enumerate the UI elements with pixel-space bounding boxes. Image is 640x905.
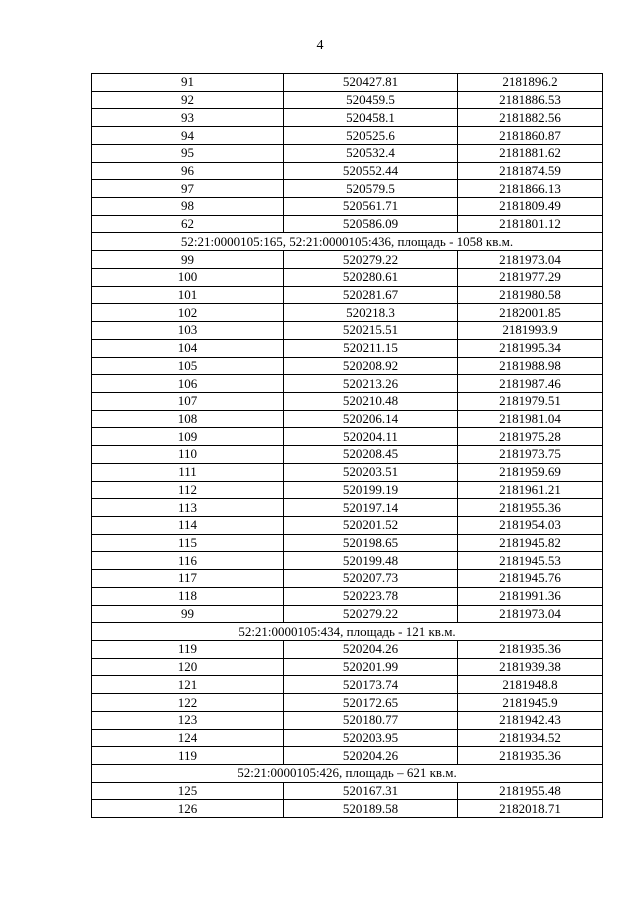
point-number-cell: 120 bbox=[92, 658, 284, 676]
y-coordinate-cell: 2181945.76 bbox=[458, 570, 603, 588]
point-number-cell: 121 bbox=[92, 676, 284, 694]
point-number-cell: 97 bbox=[92, 180, 284, 198]
y-coordinate-cell: 2181881.62 bbox=[458, 144, 603, 162]
y-coordinate-cell: 2181955.36 bbox=[458, 499, 603, 517]
table-row bbox=[92, 463, 603, 481]
x-coordinate-cell: 520213.26 bbox=[284, 375, 458, 393]
point-number-cell: 114 bbox=[92, 516, 284, 534]
table-row bbox=[92, 251, 603, 269]
point-number-cell: 118 bbox=[92, 587, 284, 605]
table-row bbox=[92, 570, 603, 588]
x-coordinate-cell: 520561.71 bbox=[284, 198, 458, 216]
table-row bbox=[92, 534, 603, 552]
x-coordinate-cell: 520208.45 bbox=[284, 446, 458, 464]
y-coordinate-cell: 2181955.48 bbox=[458, 782, 603, 800]
x-coordinate-cell: 520204.11 bbox=[284, 428, 458, 446]
x-coordinate-cell: 520172.65 bbox=[284, 694, 458, 712]
x-coordinate-cell: 520180.77 bbox=[284, 711, 458, 729]
y-coordinate-cell: 2181995.34 bbox=[458, 339, 603, 357]
x-coordinate-cell: 520210.48 bbox=[284, 392, 458, 410]
y-coordinate-cell: 2181886.53 bbox=[458, 91, 603, 109]
y-coordinate-cell: 2181809.49 bbox=[458, 198, 603, 216]
point-number-cell: 124 bbox=[92, 729, 284, 747]
y-coordinate-cell: 2181959.69 bbox=[458, 463, 603, 481]
x-coordinate-cell: 520173.74 bbox=[284, 676, 458, 694]
y-coordinate-cell: 2181961.21 bbox=[458, 481, 603, 499]
table-row bbox=[92, 428, 603, 446]
x-coordinate-cell: 520279.22 bbox=[284, 251, 458, 269]
y-coordinate-cell: 2181945.53 bbox=[458, 552, 603, 570]
section-header-text: 52:21:0000105:165, 52:21:0000105:436, площадь - 1058 кв.м. bbox=[92, 233, 603, 251]
table-row bbox=[92, 109, 603, 127]
table-row bbox=[92, 499, 603, 517]
y-coordinate-cell: 2181945.9 bbox=[458, 694, 603, 712]
section-header-row bbox=[92, 623, 603, 641]
y-coordinate-cell: 2181973.75 bbox=[458, 446, 603, 464]
point-number-cell: 99 bbox=[92, 251, 284, 269]
x-coordinate-cell: 520552.44 bbox=[284, 162, 458, 180]
point-number-cell: 107 bbox=[92, 392, 284, 410]
table-row bbox=[92, 357, 603, 375]
point-number-cell: 98 bbox=[92, 198, 284, 216]
y-coordinate-cell: 2181874.59 bbox=[458, 162, 603, 180]
table-row bbox=[92, 286, 603, 304]
table-row bbox=[92, 676, 603, 694]
section-header-text: 52:21:0000105:426, площадь – 621 кв.м. bbox=[92, 765, 603, 783]
y-coordinate-cell: 2181977.29 bbox=[458, 268, 603, 286]
point-number-cell: 99 bbox=[92, 605, 284, 623]
page-number: 4 bbox=[316, 38, 324, 53]
x-coordinate-cell: 520281.67 bbox=[284, 286, 458, 304]
x-coordinate-cell: 520207.73 bbox=[284, 570, 458, 588]
y-coordinate-cell: 2182001.85 bbox=[458, 304, 603, 322]
x-coordinate-cell: 520204.26 bbox=[284, 641, 458, 659]
table-row bbox=[92, 516, 603, 534]
table-row bbox=[92, 587, 603, 605]
table-row bbox=[92, 144, 603, 162]
point-number-cell: 119 bbox=[92, 747, 284, 765]
x-coordinate-cell: 520211.15 bbox=[284, 339, 458, 357]
table-row bbox=[92, 91, 603, 109]
x-coordinate-cell: 520198.65 bbox=[284, 534, 458, 552]
x-coordinate-cell: 520223.78 bbox=[284, 587, 458, 605]
table-row bbox=[92, 800, 603, 818]
y-coordinate-cell: 2181988.98 bbox=[458, 357, 603, 375]
point-number-cell: 105 bbox=[92, 357, 284, 375]
point-number-cell: 123 bbox=[92, 711, 284, 729]
point-number-cell: 94 bbox=[92, 127, 284, 145]
x-coordinate-cell: 520280.61 bbox=[284, 268, 458, 286]
y-coordinate-cell: 2181948.8 bbox=[458, 676, 603, 694]
x-coordinate-cell: 520199.48 bbox=[284, 552, 458, 570]
table-row bbox=[92, 782, 603, 800]
point-number-cell: 112 bbox=[92, 481, 284, 499]
y-coordinate-cell: 2181801.12 bbox=[458, 215, 603, 233]
x-coordinate-cell: 520189.58 bbox=[284, 800, 458, 818]
point-number-cell: 117 bbox=[92, 570, 284, 588]
point-number-cell: 103 bbox=[92, 322, 284, 340]
section-header-row bbox=[92, 765, 603, 783]
y-coordinate-cell: 2181973.04 bbox=[458, 605, 603, 623]
point-number-cell: 116 bbox=[92, 552, 284, 570]
point-number-cell: 104 bbox=[92, 339, 284, 357]
point-number-cell: 91 bbox=[92, 74, 284, 92]
x-coordinate-cell: 520579.5 bbox=[284, 180, 458, 198]
table-row bbox=[92, 729, 603, 747]
table-row bbox=[92, 180, 603, 198]
point-number-cell: 101 bbox=[92, 286, 284, 304]
y-coordinate-cell: 2181935.36 bbox=[458, 747, 603, 765]
point-number-cell: 125 bbox=[92, 782, 284, 800]
table-row bbox=[92, 74, 603, 92]
y-coordinate-cell: 2181973.04 bbox=[458, 251, 603, 269]
table-row bbox=[92, 339, 603, 357]
section-header-row bbox=[92, 233, 603, 251]
x-coordinate-cell: 520458.1 bbox=[284, 109, 458, 127]
y-coordinate-cell: 2181981.04 bbox=[458, 410, 603, 428]
point-number-cell: 108 bbox=[92, 410, 284, 428]
y-coordinate-cell: 2181860.87 bbox=[458, 127, 603, 145]
table-row bbox=[92, 747, 603, 765]
table-row bbox=[92, 127, 603, 145]
x-coordinate-cell: 520206.14 bbox=[284, 410, 458, 428]
x-coordinate-cell: 520203.95 bbox=[284, 729, 458, 747]
table-row bbox=[92, 711, 603, 729]
y-coordinate-cell: 2181934.52 bbox=[458, 729, 603, 747]
y-coordinate-cell: 2181993.9 bbox=[458, 322, 603, 340]
x-coordinate-cell: 520459.5 bbox=[284, 91, 458, 109]
point-number-cell: 119 bbox=[92, 641, 284, 659]
y-coordinate-cell: 2182018.71 bbox=[458, 800, 603, 818]
x-coordinate-cell: 520204.26 bbox=[284, 747, 458, 765]
x-coordinate-cell: 520199.19 bbox=[284, 481, 458, 499]
y-coordinate-cell: 2181935.36 bbox=[458, 641, 603, 659]
y-coordinate-cell: 2181980.58 bbox=[458, 286, 603, 304]
x-coordinate-cell: 520525.6 bbox=[284, 127, 458, 145]
point-number-cell: 95 bbox=[92, 144, 284, 162]
x-coordinate-cell: 520532.4 bbox=[284, 144, 458, 162]
table-row bbox=[92, 641, 603, 659]
y-coordinate-cell: 2181882.56 bbox=[458, 109, 603, 127]
y-coordinate-cell: 2181979.51 bbox=[458, 392, 603, 410]
table-row bbox=[92, 552, 603, 570]
y-coordinate-cell: 2181954.03 bbox=[458, 516, 603, 534]
coordinates-table-body bbox=[92, 74, 603, 818]
section-header-text: 52:21:0000105:434, площадь - 121 кв.м. bbox=[92, 623, 603, 641]
point-number-cell: 115 bbox=[92, 534, 284, 552]
x-coordinate-cell: 520215.51 bbox=[284, 322, 458, 340]
x-coordinate-cell: 520279.22 bbox=[284, 605, 458, 623]
point-number-cell: 126 bbox=[92, 800, 284, 818]
point-number-cell: 62 bbox=[92, 215, 284, 233]
point-number-cell: 106 bbox=[92, 375, 284, 393]
x-coordinate-cell: 520586.09 bbox=[284, 215, 458, 233]
y-coordinate-cell: 2181945.82 bbox=[458, 534, 603, 552]
table-row bbox=[92, 410, 603, 428]
x-coordinate-cell: 520427.81 bbox=[284, 74, 458, 92]
y-coordinate-cell: 2181939.38 bbox=[458, 658, 603, 676]
x-coordinate-cell: 520201.99 bbox=[284, 658, 458, 676]
x-coordinate-cell: 520167.31 bbox=[284, 782, 458, 800]
x-coordinate-cell: 520203.51 bbox=[284, 463, 458, 481]
point-number-cell: 102 bbox=[92, 304, 284, 322]
table-row bbox=[92, 481, 603, 499]
table-row bbox=[92, 392, 603, 410]
point-number-cell: 110 bbox=[92, 446, 284, 464]
y-coordinate-cell: 2181866.13 bbox=[458, 180, 603, 198]
y-coordinate-cell: 2181987.46 bbox=[458, 375, 603, 393]
point-number-cell: 113 bbox=[92, 499, 284, 517]
table-row bbox=[92, 446, 603, 464]
point-number-cell: 122 bbox=[92, 694, 284, 712]
y-coordinate-cell: 2181991.36 bbox=[458, 587, 603, 605]
x-coordinate-cell: 520208.92 bbox=[284, 357, 458, 375]
table-row bbox=[92, 268, 603, 286]
point-number-cell: 111 bbox=[92, 463, 284, 481]
x-coordinate-cell: 520197.14 bbox=[284, 499, 458, 517]
table-row bbox=[92, 375, 603, 393]
table-row bbox=[92, 198, 603, 216]
point-number-cell: 93 bbox=[92, 109, 284, 127]
y-coordinate-cell: 2181975.28 bbox=[458, 428, 603, 446]
table-row bbox=[92, 694, 603, 712]
table-row bbox=[92, 605, 603, 623]
point-number-cell: 100 bbox=[92, 268, 284, 286]
table-row bbox=[92, 304, 603, 322]
point-number-cell: 109 bbox=[92, 428, 284, 446]
point-number-cell: 96 bbox=[92, 162, 284, 180]
y-coordinate-cell: 2181896.2 bbox=[458, 74, 603, 92]
coordinates-table bbox=[91, 73, 603, 818]
x-coordinate-cell: 520218.3 bbox=[284, 304, 458, 322]
x-coordinate-cell: 520201.52 bbox=[284, 516, 458, 534]
y-coordinate-cell: 2181942.43 bbox=[458, 711, 603, 729]
table-row bbox=[92, 215, 603, 233]
point-number-cell: 92 bbox=[92, 91, 284, 109]
table-row bbox=[92, 658, 603, 676]
table-row bbox=[92, 162, 603, 180]
table-row bbox=[92, 322, 603, 340]
